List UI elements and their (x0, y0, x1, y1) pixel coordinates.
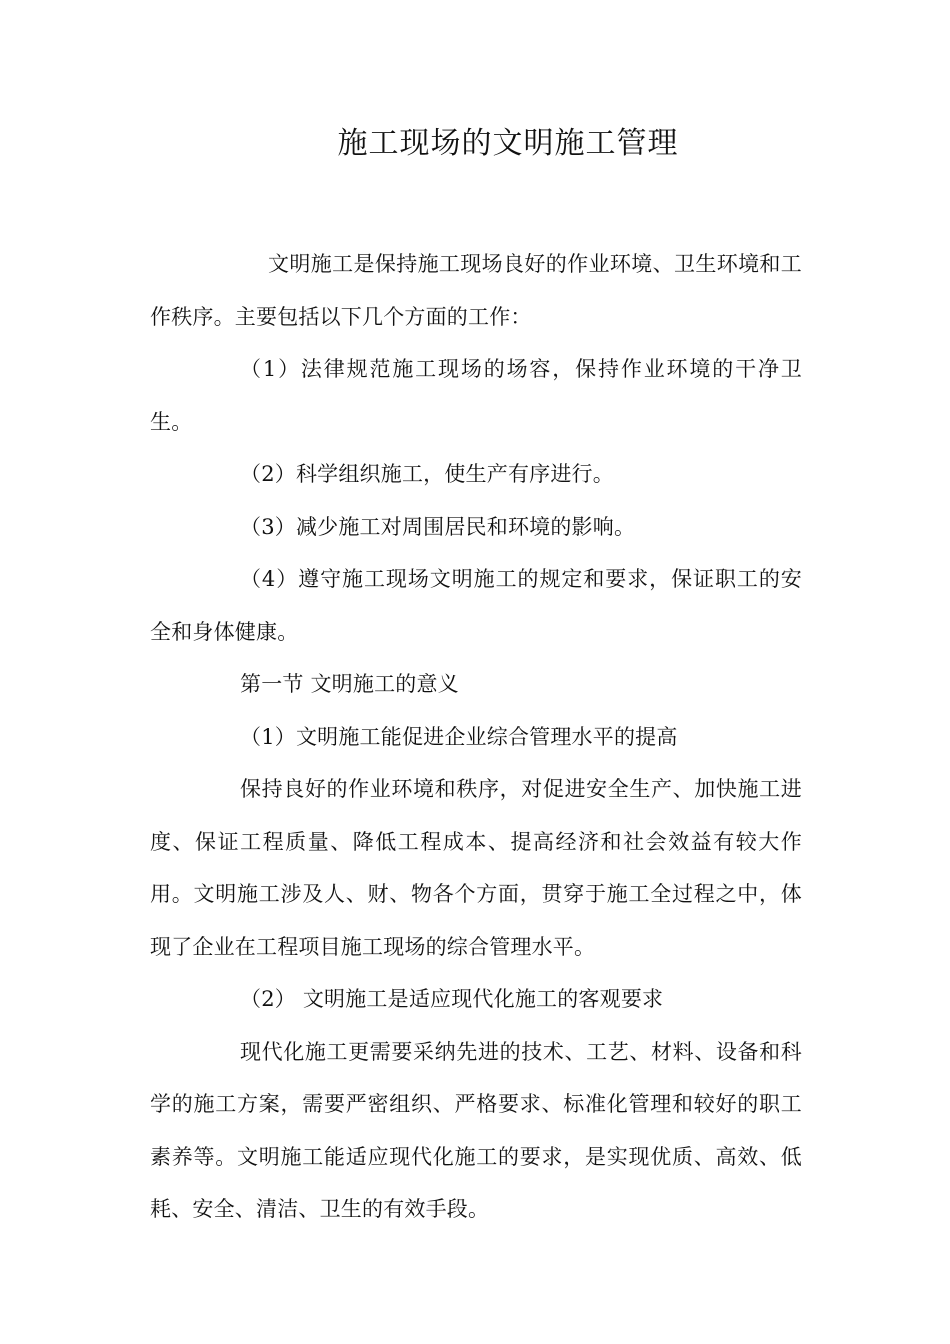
body-paragraph-1: 保持良好的作业环境和秩序，对促进安全生产、加快施工进度、保证工程质量、降低工程成本、提高经济和社会效益有较大作用。文明施工涉及人、财、物各个方面，贯穿于施工全过程之中，体现了企业在工程项目施工现场的综合管理水平。 (150, 777, 802, 959)
list-item-2: （2）科学组织施工，使生产有序进行。 (240, 462, 614, 486)
list-item-3: （3）减少施工对周围居民和环境的影响。 (240, 514, 636, 539)
subsection-heading-1: （1）文明施工能促进企业综合管理水平的提高 (240, 724, 678, 749)
subsection-heading-2: （2） 文明施工是适应现代化施工的客观要求 (240, 987, 664, 1011)
document-title: 施工现场的文明施工管理 (337, 126, 679, 161)
body-paragraph-2: 现代化施工更需要采纳先进的技术、工艺、材料、设备和科学的施工方案，需要严密组织、严格要求、标准化管理和较好的职工素养等。文明施工能适应现代化施工的要求，是实现优质、高效、低耗、安全、清洁、卫生的有效手段。 (150, 1039, 802, 1221)
document-body (150, 238, 802, 1236)
list-item-4: （4）遵守施工现场文明施工的规定和要求，保证职工的安全和身体健康。 (150, 567, 802, 644)
section-heading: 第一节 文明施工的意义 (240, 672, 459, 696)
intro-paragraph: 文明施工是保持施工现场良好的作业环境、卫生环境和工作秩序。主要包括以下几个方面的工作： (150, 252, 802, 329)
list-item-1: （1）法律规范施工现场的场容，保持作业环境的干净卫生。 (150, 357, 802, 434)
